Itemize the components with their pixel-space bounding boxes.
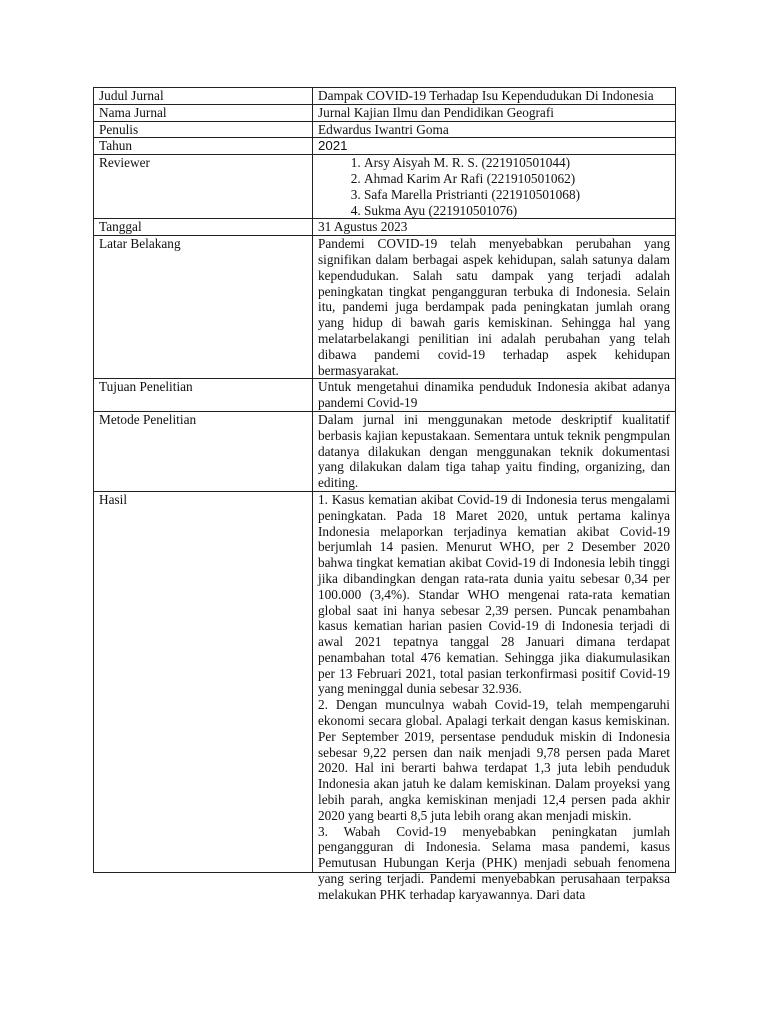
- table-row: [94, 121, 676, 138]
- row-label-tanggal: Tanggal: [94, 219, 313, 236]
- row-label-latar-belakang: Latar Belakang: [94, 236, 313, 379]
- row-value-hasil: [313, 491, 676, 902]
- hasil-paragraph-1: 1. Kasus kematian akibat Covid-19 di Indonesia terus mengalami peningkatan. Pada 18 Maret 2020, untuk pertama kalinya Indonesia melaporkan terjadinya kematian akibat Covid-19 berjumlah 14 pasien. Menurut WHO, per 2 Desember 2020 bahwa tingkat kematian akibat Covid-19 di Indonesia lebih tinggi jika dibandingkan dengan rata-rata dunia yaitu sebesar 0,34 per 100.000 (3,4%). Standar WHO mengenai rata-rata kematian global saat ini hanya sebesar 2,39 persen. Puncak penambahan kasus kematian harian pasien Covid-19 di Indonesia terjadi di awal 2021 tepatnya tanggal 28 Januari dimana terdapat penambahan total 476 kematian. Sehingga jika diakumulasikan per 13 Februari 2021, total pasian terkonfirmasi positif Covid-19 yang meninggal dunia sebesar 32.936.: [318, 491, 670, 697]
- row-label-reviewer: Reviewer: [94, 155, 313, 219]
- row-value-tanggal: 31 Agustus 2023: [313, 219, 676, 236]
- table-row: [94, 155, 676, 219]
- table-row: [94, 236, 676, 379]
- table-row: [94, 88, 676, 105]
- row-value-metode: Dalam jurnal ini menggunakan metode deskriptif kualitatif berbasis kajian kepustakaan. Sementara untuk teknik pengmpulan datanya dilakukan dengan menggunakan teknik dokumentasi yang dilakukan dalam tiga tahap yaitu finding, organizing, dan editing.: [313, 411, 676, 491]
- reviewer-item: 4. Sukma Ayu (221910501076): [364, 203, 670, 219]
- table-row: [94, 411, 676, 491]
- table-row: [94, 104, 676, 121]
- row-value-nama-jurnal: Jurnal Kajian Ilmu dan Pendidikan Geografi: [313, 104, 676, 121]
- row-label-metode: Metode Penelitian: [94, 411, 313, 491]
- table-row: [94, 219, 676, 236]
- row-value-reviewer: [313, 155, 676, 219]
- hasil-paragraph-3: 3. Wabah Covid-19 menyebabkan peningkatan jumlah pengangguran di Indonesia. Selama masa pandemi, kasus Pemutusan Hubungan Kerja (PHK) menjadi sebuah fenomena yang sering terjadi. Pandemi menyebabkan perusahaan terpaksa melakukan PHK terhadap karyawannya. Dari data: [318, 823, 670, 902]
- row-label-nama-jurnal: Nama Jurnal: [94, 104, 313, 121]
- row-label-tahun: Tahun: [94, 138, 313, 155]
- table-row: [94, 491, 676, 872]
- row-value-tujuan: Untuk mengetahui dinamika penduduk Indonesia akibat adanya pandemi Covid-19: [313, 379, 676, 412]
- row-value-tahun: 2021: [313, 138, 676, 155]
- reviewer-item: 1. Arsy Aisyah M. R. S. (221910501044): [364, 155, 670, 171]
- reviewer-item: 3. Safa Marella Pristrianti (221910501068): [364, 187, 670, 203]
- reviewer-item: 2. Ahmad Karim Ar Rafi (221910501062): [364, 171, 670, 187]
- reviewer-list: [318, 155, 670, 218]
- table-row: [94, 138, 676, 155]
- table-row: [94, 379, 676, 412]
- hasil-paragraph-2: 2. Dengan munculnya wabah Covid-19, telah mempengaruhi ekonomi secara global. Apalagi terkait dengan kasus kemiskinan. Per September 2019, persentase penduduk miskin di Indonesia sebesar 9,22 persen dan naik menjadi 9,78 persen pada Maret 2020. Hal ini berarti bahwa terdapat 1,3 juta lebih penduduk Indonesia akan jatuh ke dalam kemiskinan. Dalam proyeksi yang lebih parah, angka kemiskinan menjadi 12,4 persen pada akhir 2020 yang bearti 8,5 juta lebih orang akan menjadi miskin.: [318, 697, 670, 823]
- row-value-penulis: Edwardus Iwantri Goma: [313, 121, 676, 138]
- row-label-tujuan: Tujuan Penelitian: [94, 379, 313, 412]
- row-label-judul: Judul Jurnal: [94, 88, 313, 105]
- row-value-judul: Dampak COVID-19 Terhadap Isu Kependudukan Di Indonesia: [313, 88, 676, 105]
- row-label-hasil: Hasil: [94, 491, 313, 872]
- row-value-latar-belakang: Pandemi COVID-19 telah menyebabkan perubahan yang signifikan dalam berbagai aspek kehidupan, salah satunya dalam kependudukan. Salah satu dampak yang terjadi adalah peningkatan tingkat pengangguran terbuka di Indonesia. Selain itu, pandemi juga berdampak pada peningkatan jumlah orang yang hidup di bawah garis kemiskinan. Sehingga hal yang melatarbelakangi penilitian ini adalah perubahan yang telah dibawa pandemi covid-19 terhadap aspek kehidupan bermasyarakat.: [313, 236, 676, 379]
- row-label-penulis: Penulis: [94, 121, 313, 138]
- review-table: [93, 87, 676, 902]
